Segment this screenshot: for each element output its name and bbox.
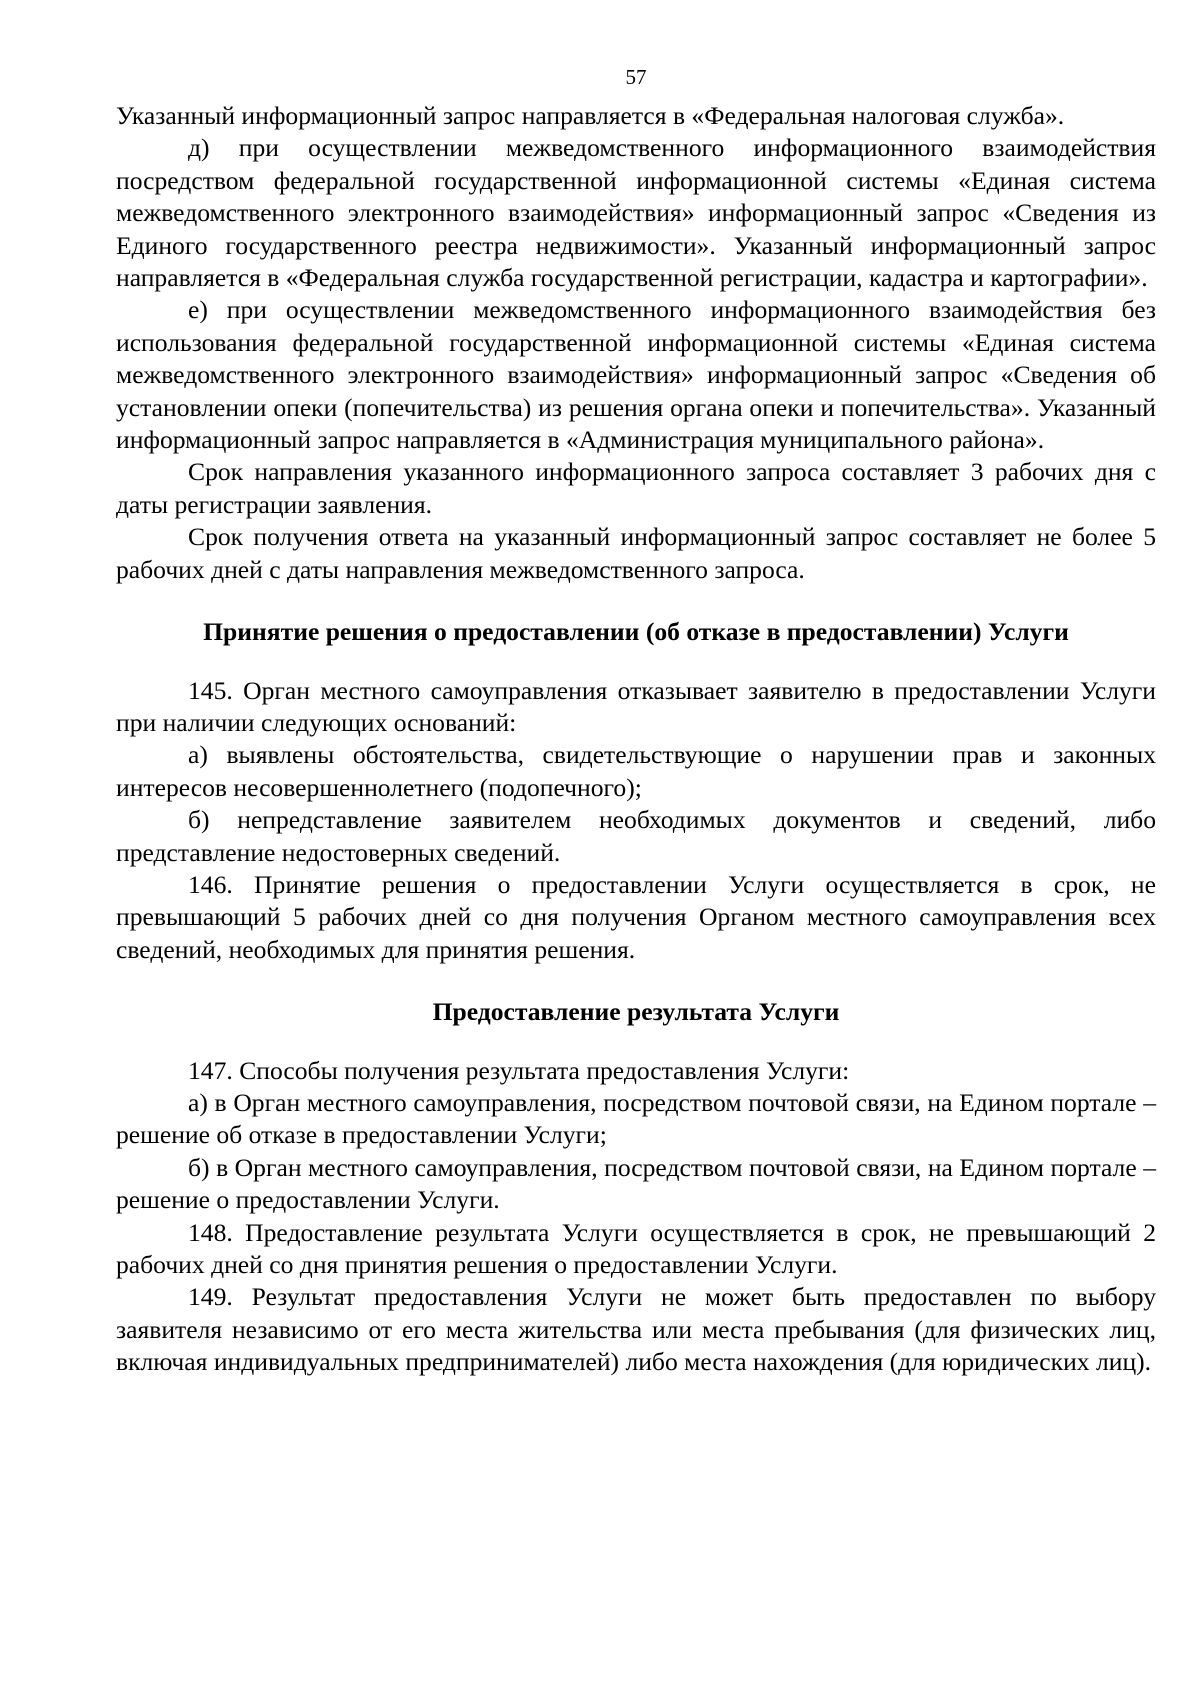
paragraph-request-deadline: Срок направления указанного информационного запроса составляет 3 рабочих дня с даты регистрации заявления. bbox=[116, 457, 1156, 519]
paragraph-147: 147. Способы получения результата предоставления Услуги: bbox=[188, 1055, 850, 1085]
section-heading-decision: Принятие решения о предоставлении (об отказе в предоставлении) Услуги bbox=[203, 617, 1069, 647]
page-number: 57 bbox=[625, 65, 647, 89]
paragraph-item-d: д) при осуществлении межведомственного информационного взаимодействия посредством федеральной государственной информационной системы «Единая система межведомственного электронного взаимодействия» информационный запрос «Сведения из Единого государственного реестра недвижимости». Указанный информационный запрос направляется в «Федеральная служба государственной регистрации, кадастра и картографии». bbox=[116, 133, 1156, 293]
paragraph-145: 145. Орган местного самоуправления отказывает заявителю в предоставлении Услуги при наличии следующих оснований: bbox=[116, 675, 1156, 737]
paragraph-148: 148. Предоставление результата Услуги осуществляется в срок, не превышающий 2 рабочих дней со дня принятия решения о предоставлении Услуги. bbox=[116, 1217, 1156, 1279]
paragraph-item-e: е) при осуществлении межведомственного информационного взаимодействия без использования федеральной государственной информационной системы «Единая система межведомственного электронного взаимодействия» информационный запрос «Сведения об установлении опеки (попечительства) из решения органа опеки и попечительства». Указанный информационный запрос направляется в «Администрация муниципального района». bbox=[116, 295, 1156, 455]
paragraph-response-deadline: Срок получения ответа на указанный информационный запрос составляет не более 5 рабочих дней с даты направления межведомственного запроса. bbox=[116, 522, 1156, 584]
paragraph-145-b: б) непредставление заявителем необходимых документов и сведений, либо представление недостоверных сведений. bbox=[116, 805, 1156, 867]
paragraph-continuation: Указанный информационный запрос направляется в «Федеральная налоговая служба». bbox=[116, 101, 1065, 130]
paragraph-145-a: а) выявлены обстоятельства, свидетельствующие о нарушении прав и законных интересов несовершеннолетнего (подопечного); bbox=[116, 740, 1156, 802]
section-heading-result: Предоставление результата Услуги bbox=[432, 997, 840, 1027]
paragraph-147-a: а) в Орган местного самоуправления, посредством почтовой связи, на Едином портале – решение об отказе в предоставлении Услуги; bbox=[116, 1087, 1156, 1150]
paragraph-149: 149. Результат предоставления Услуги не может быть предоставлен по выбору заявителя независимо от его места жительства или места пребывания (для физических лиц, включая индивидуальных предпринимателей) либо места нахождения (для юридических лиц). bbox=[116, 1282, 1156, 1377]
paragraph-146: 146. Принятие решения о предоставлении Услуги осуществляется в срок, не превышающий 5 рабочих дней со дня получения Органом местного самоуправления всех сведений, необходимых для принятия решения. bbox=[116, 869, 1156, 964]
paragraph-147-b: б) в Орган местного самоуправления, посредством почтовой связи, на Едином портале – решение о предоставлении Услуги. bbox=[116, 1152, 1156, 1215]
document-page bbox=[116, 62, 1156, 1379]
